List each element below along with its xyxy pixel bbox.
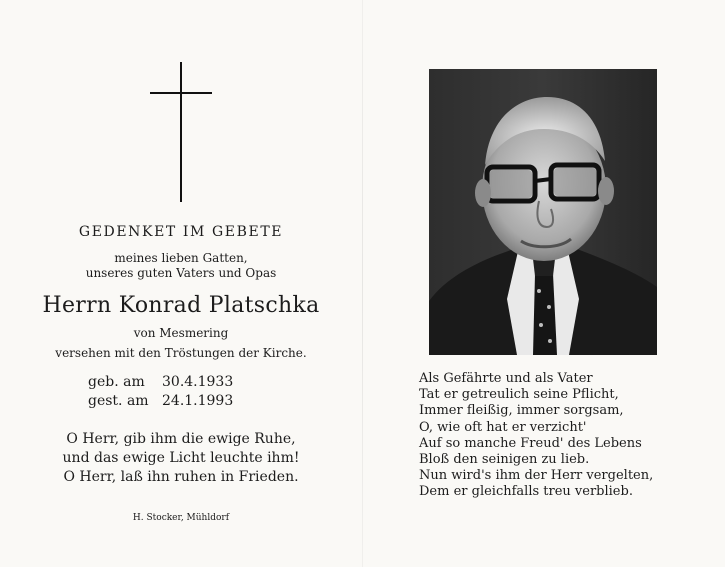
card-fold bbox=[362, 0, 363, 567]
prayer-line: O Herr, gib ihm die ewige Ruhe, bbox=[66, 431, 296, 447]
sacraments-note: versehen mit den Tröstungen der Kirche. bbox=[55, 346, 307, 360]
relation-line-2: unseres guten Vaters und Opas bbox=[85, 266, 277, 280]
heading: GEDENKET IM GEBETE bbox=[78, 224, 284, 240]
verse-line: Als Gefährte und als Vater bbox=[419, 371, 593, 386]
died-label: gest. am bbox=[88, 393, 149, 409]
printer-credit: H. Stocker, Mühldorf bbox=[132, 513, 230, 523]
verse-line: Dem er gleichfalls treu verblieb. bbox=[419, 484, 633, 500]
cross-vertical-bar bbox=[180, 62, 182, 202]
born-label: geb. am bbox=[88, 374, 145, 390]
died-date: 24.1.1993 bbox=[162, 393, 234, 409]
deceased-name: Herrn Konrad Platschka bbox=[42, 293, 320, 318]
verse-line: Tat er getreulich seine Pflicht, bbox=[419, 387, 619, 403]
dates-block bbox=[88, 373, 233, 411]
relation-line-1: meines lieben Gatten, bbox=[114, 251, 248, 265]
cross-horizontal-bar bbox=[150, 92, 212, 94]
verse-block bbox=[419, 371, 653, 501]
left-panel bbox=[0, 0, 362, 567]
cross-icon bbox=[150, 62, 212, 202]
prayer-line: und das ewige Licht leuchte ihm! bbox=[62, 450, 300, 466]
verse-line: Nun wird's ihm der Herr vergelten, bbox=[419, 468, 654, 484]
origin: von Mesmering bbox=[133, 326, 229, 340]
verse-line: Auf so manche Freud' des Lebens bbox=[419, 435, 642, 451]
prayer-block bbox=[0, 430, 362, 487]
portrait-photo bbox=[429, 69, 657, 355]
verse-line: O, wie oft hat er verzicht' bbox=[419, 419, 587, 435]
prayer-line: O Herr, laß ihn ruhen in Frieden. bbox=[63, 469, 299, 485]
died-row bbox=[88, 392, 233, 411]
born-date: 30.4.1933 bbox=[162, 374, 234, 390]
verse-line: Bloß den seinigen zu lieb. bbox=[419, 452, 590, 468]
born-row bbox=[88, 373, 233, 392]
verse-line: Immer fleißig, immer sorgsam, bbox=[419, 403, 624, 419]
